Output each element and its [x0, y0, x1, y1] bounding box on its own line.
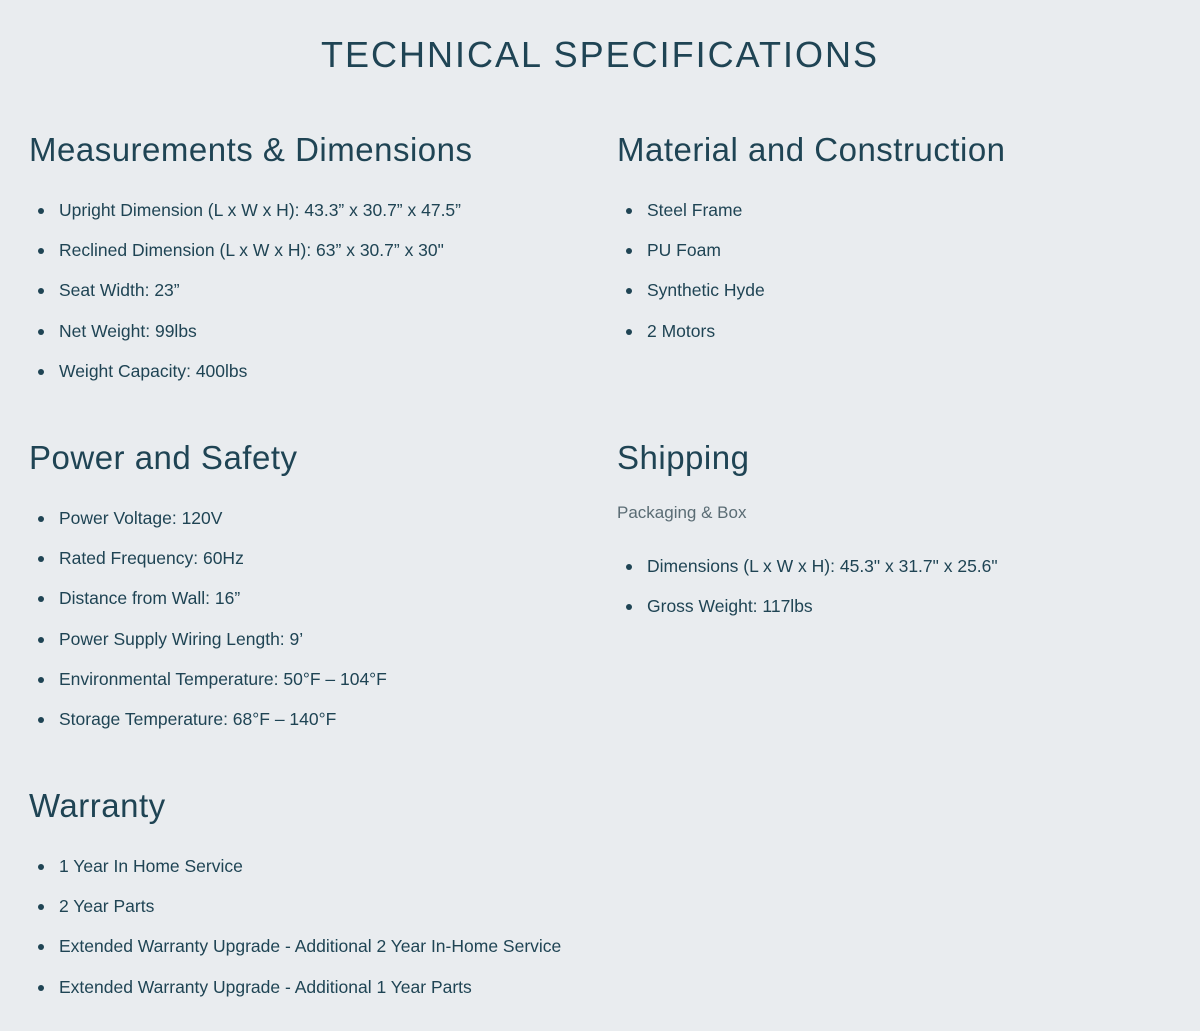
list-item: Rated Frequency: 60Hz	[29, 546, 609, 586]
list-item: PU Foam	[617, 238, 1197, 278]
list-item: 1 Year In Home Service	[29, 854, 729, 894]
shipping-subtitle: Packaging & Box	[617, 503, 747, 522]
list-item: Extended Warranty Upgrade - Additional 1 Year Parts	[29, 975, 729, 1015]
material-list	[617, 198, 1197, 359]
list-item: Distance from Wall: 16”	[29, 586, 609, 626]
shipping-section	[617, 438, 1197, 634]
list-item: Reclined Dimension (L x W x H): 63” x 30.7” x 30"	[29, 238, 609, 278]
list-item: Steel Frame	[617, 198, 1197, 238]
list-item: Environmental Temperature: 50°F – 104°F	[29, 667, 609, 707]
list-item: 2 Year Parts	[29, 894, 729, 934]
list-item: 2 Motors	[617, 319, 1197, 359]
material-heading: Material and Construction	[617, 131, 1006, 168]
measurements-section	[29, 130, 609, 399]
power-heading: Power and Safety	[29, 439, 298, 476]
warranty-list	[29, 854, 729, 1015]
list-item: Dimensions (L x W x H): 45.3" x 31.7" x 25.6"	[617, 554, 1197, 594]
shipping-list	[617, 554, 1197, 634]
list-item: Net Weight: 99lbs	[29, 319, 609, 359]
warranty-heading: Warranty	[29, 787, 166, 824]
list-item: Power Supply Wiring Length: 9’	[29, 627, 609, 667]
list-item: Power Voltage: 120V	[29, 506, 609, 546]
material-section	[617, 130, 1197, 359]
measurements-heading: Measurements & Dimensions	[29, 131, 473, 168]
list-item: Weight Capacity: 400lbs	[29, 359, 609, 399]
measurements-list	[29, 198, 609, 399]
list-item: Storage Temperature: 68°F – 140°F	[29, 707, 609, 747]
list-item: Synthetic Hyde	[617, 278, 1197, 318]
list-item: Gross Weight: 117lbs	[617, 594, 1197, 634]
list-item: Seat Width: 23”	[29, 278, 609, 318]
list-item: Upright Dimension (L x W x H): 43.3” x 30.7” x 47.5”	[29, 198, 609, 238]
page-title: TECHNICAL SPECIFICATIONS	[320, 34, 880, 75]
shipping-heading: Shipping	[617, 439, 750, 476]
power-section	[29, 438, 609, 747]
power-list	[29, 506, 609, 747]
list-item: Extended Warranty Upgrade - Additional 2 Year In-Home Service	[29, 934, 729, 974]
warranty-section	[29, 786, 729, 1015]
